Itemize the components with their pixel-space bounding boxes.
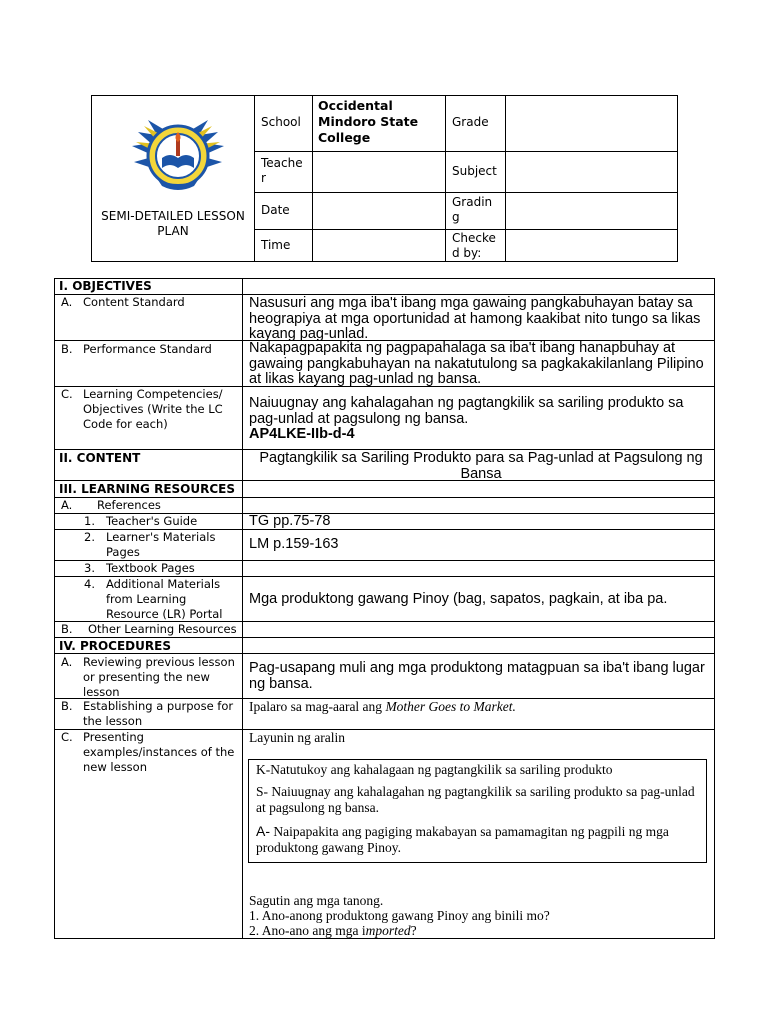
presenting-label: Presenting examples/instances of the new lesson (83, 730, 235, 774)
questions-intro: Sagutin ang mga tanong. (249, 893, 384, 908)
purpose-text (249, 699, 516, 715)
performance-standard-label: Performance Standard (83, 342, 212, 356)
question-2-prefix: 2. Ano-ano ang mga i (249, 923, 366, 938)
teacher-label: Teacher (261, 156, 303, 185)
list-marker: B. (61, 342, 73, 356)
question-2-suffix: ? (410, 923, 417, 938)
divider (254, 229, 678, 230)
list-marker: A. (61, 655, 73, 669)
grading-label: Grading (452, 195, 493, 224)
divider (445, 95, 446, 262)
list-marker: A. (61, 295, 73, 309)
performance-standard-text: Nakapagpapakita ng pagpapahalaga sa iba't ibang hanapbuhay at gawaing pangkabuhayan na nakatutulong sa pagkakakilanlang Pilipino at likas kayang pag-unlad ng bansa. (249, 340, 704, 387)
divider (254, 151, 678, 152)
school-label: School (261, 115, 301, 129)
learners-materials-label: Learner's Materials Pages (106, 530, 216, 559)
resources-heading: III. LEARNING RESOURCES (59, 482, 235, 496)
a-letter: A- (256, 823, 270, 839)
competencies-text: Naiuugnay ang kahalagahan ng pagtangkilik sa sariling produkto sa pag-unlad at pagsulong ng bansa. (249, 395, 684, 427)
plan-title: SEMI-DETAILED LESSON PLAN (101, 209, 245, 238)
date-label: Date (261, 203, 290, 217)
list-marker: 4. (84, 577, 95, 591)
a-objective (256, 823, 702, 856)
school-value: Occidental Mindoro State College (318, 98, 419, 145)
divider (254, 95, 255, 262)
purpose-text-prefix: Ipalaro sa mag-aaral ang (249, 699, 386, 714)
learners-materials-value: LM p.159-163 (249, 536, 339, 552)
divider (254, 192, 678, 193)
purpose-label: Establishing a purpose for the lesson (83, 699, 234, 728)
k-objective: K-Natutukoy ang kahalagaan ng pagtangkilik sa sariling produkto (256, 762, 613, 777)
time-label: Time (261, 238, 291, 252)
objectives-heading: I. OBJECTIVES (59, 279, 152, 293)
teachers-guide-label: Teacher's Guide (106, 514, 198, 528)
content-standard-text: Nasusuri ang mga iba't ibang mga gawaing pangkabuhayan batay sa heograpiya at mga oportunidad at hamong kaakibat nito tungo sa likas kayang pag-unlad. (249, 295, 701, 342)
question-1: 1. Ano-anong produktong gawang Pinoy ang binili mo? (249, 908, 550, 923)
content-standard-label: Content Standard (83, 295, 185, 309)
divider (505, 95, 506, 262)
list-marker: C. (61, 387, 73, 401)
procedures-heading: IV. PROCEDURES (59, 639, 171, 653)
list-marker: C. (61, 730, 73, 744)
competencies-label: Learning Competencies/ Objectives (Write the LC Code for each) (83, 387, 223, 431)
layunin-text: Layunin ng aralin (249, 730, 345, 745)
additional-materials-label: Additional Materials from Learning Resource (LR) Portal (106, 577, 223, 621)
list-marker: A. (61, 498, 73, 512)
question-2 (249, 923, 417, 938)
references-label: References (97, 498, 161, 512)
teachers-guide-value: TG pp.75-78 (249, 513, 331, 529)
lc-code: AP4LKE-IIb-d-4 (249, 426, 355, 442)
s-objective: S- Naiuugnay ang kahalagahan ng pagtangkilik sa sariling produkto sa pag-unlad at pagsulong ng bansa. (256, 784, 695, 815)
list-marker: 2. (84, 530, 95, 544)
list-marker: B. (61, 622, 73, 636)
other-resources-label: Other Learning Resources (88, 622, 237, 636)
list-marker: 3. (84, 561, 95, 575)
college-seal-logo (128, 112, 228, 196)
row-divider (54, 637, 715, 638)
a-objective-text: Naipapakita ang pagiging makabayan sa pamamagitan ng pagpili ng mga produktong gawang Pinoy. (256, 824, 669, 855)
checked-by-label: Checked by: (452, 231, 496, 260)
content-heading: II. CONTENT (59, 451, 141, 465)
textbook-label: Textbook Pages (106, 561, 195, 575)
list-marker: 1. (84, 514, 95, 528)
content-text: Pagtangkilik sa Sariling Produkto para sa Pag-unlad at Pagsulong ng Bansa (259, 450, 703, 482)
grade-label: Grade (452, 115, 489, 129)
purpose-game-title: Mother Goes to Market. (385, 699, 516, 714)
reviewing-text: Pag-usapang muli ang mga produktong matagpuan sa iba't ibang lugar ng bansa. (249, 660, 705, 692)
list-marker: B. (61, 699, 73, 713)
subject-label: Subject (452, 164, 497, 178)
additional-materials-value: Mga produktong gawang Pinoy (bag, sapatos, pagkain, at iba pa. (249, 591, 668, 607)
reviewing-label: Reviewing previous lesson or presenting the new lesson (83, 655, 235, 699)
question-2-italic: mported (365, 923, 411, 938)
column-divider (242, 278, 243, 939)
divider (312, 95, 313, 262)
